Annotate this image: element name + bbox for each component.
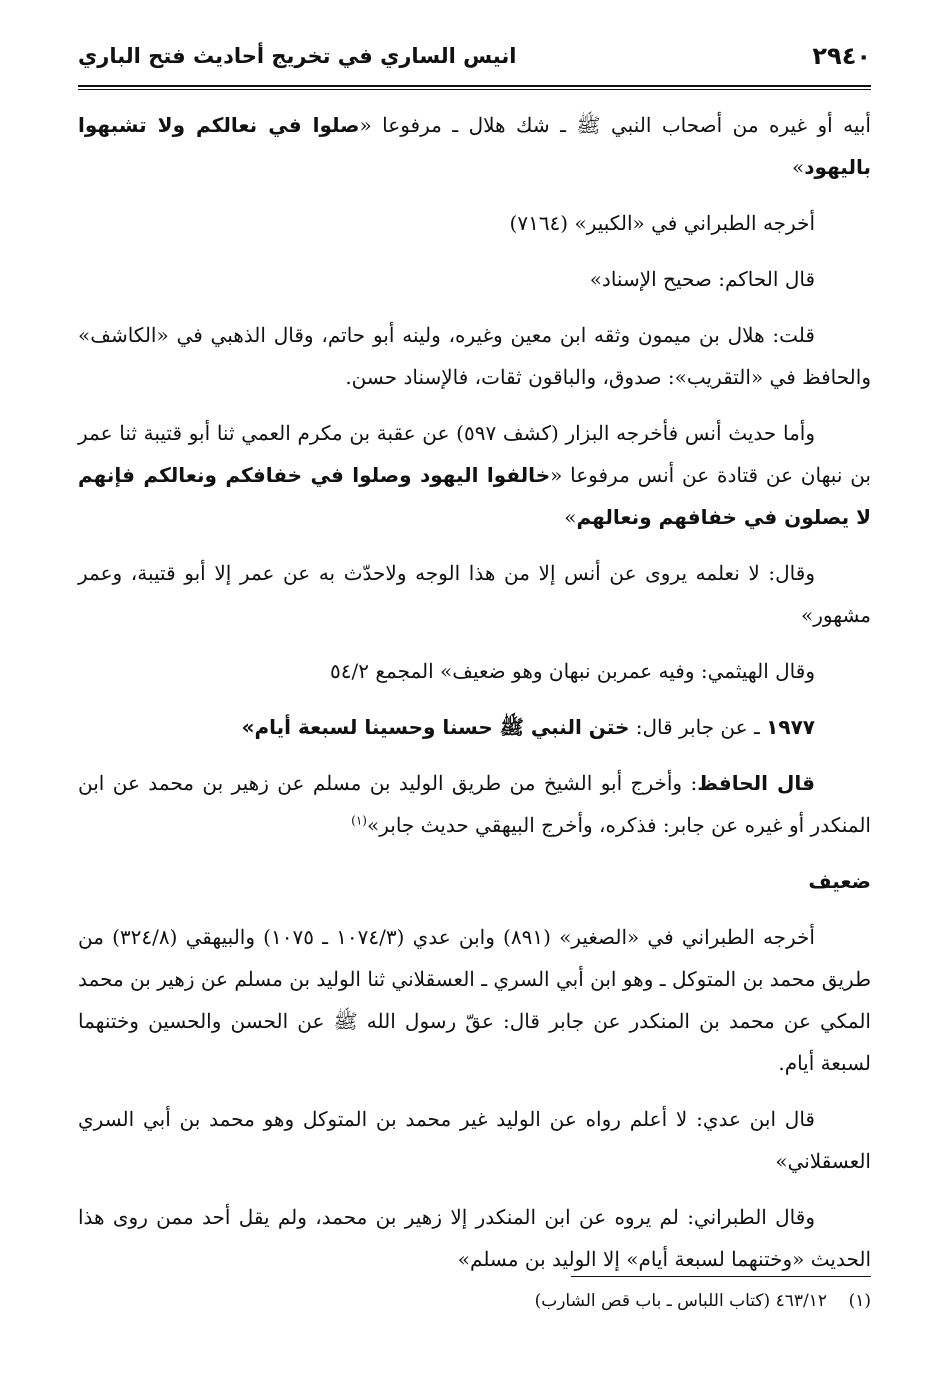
text-segment: وقال: لا نعلمه يروى عن أنس إلا من هذا الوجه ولاحدّث به عن عمر إلا أبو قتيبة، وعمر مشهور» — [78, 561, 871, 627]
bold-text: قال الحافظ — [697, 771, 815, 795]
bold-text: ختن النبي ﷺ حسنا وحسينا لسبعة أيام» — [241, 715, 630, 739]
text-segment: وقال الهيثمي: وفيه عمربن نبهان وهو ضعيف» المجمع ٥٤/٢ — [330, 659, 815, 683]
text-segment: » — [564, 505, 577, 529]
paragraph — [78, 916, 871, 1084]
main-text — [78, 104, 871, 1294]
text-segment: أخرجه الطبراني في «الصغير» (٨٩١) وابن عدي (١٠٧٤/٣ ـ ١٠٧٥) والبيهقي (٣٢٤/٨) من طريق محمد بن المتوكل ـ وهو ابن أبي السري ـ العسقلاني ثنا الوليد بن مسلم عن زهير بن محمد المكي عن محمد بن المنكدر عن جابر قال: عقّ رسول الله ﷺ عن الحسن والحسين وختنهما لسبعة أيام. — [78, 925, 871, 1075]
text-segment: قلت: هلال بن ميمون وثقه ابن معين وغيره، ولينه أبو حاتم، وقال الذهبي في «الكاشف» والحافظ في «التقريب»: صدوق، والباقون ثقات، فالإسناد حسن. — [78, 323, 871, 389]
paragraph — [78, 650, 871, 692]
paragraph — [78, 104, 871, 188]
text-segment: أخرجه الطبراني في «الكبير» (٧١٦٤) — [509, 211, 815, 235]
text-segment: وقال الطبراني: لم يروه عن ابن المنكدر إلا زهير بن محمد، ولم يقل أحد ممن روى هذا الحديث «وختنهما لسبعة أيام» إلا الوليد بن مسلم» — [78, 1205, 871, 1271]
footnote-marker: (١) — [848, 1291, 871, 1311]
text-segment: وأما حديث أنس فأخرجه البزار (كشف ٥٩٧) عن عقبة بن مكرم العمي ثنا أبو قتيبة ثنا عمر بن نبهان عن قتادة عن أنس مرفوعا « — [78, 421, 871, 487]
paragraph — [78, 258, 871, 300]
paragraph — [78, 762, 871, 846]
paragraph — [78, 202, 871, 244]
paragraph — [78, 412, 871, 538]
text-segment: ـ عن جابر قال: — [629, 715, 767, 739]
text-segment: أبيه أو غيره من أصحاب النبي ﷺ ـ شك هلال ـ مرفوعا « — [359, 113, 871, 137]
bold-text: خالفوا اليهود وصلوا في خفافكم ونعالكم فإنهم لا يصلون في خفافهم ونعالهم — [78, 463, 871, 529]
footnote — [78, 1286, 871, 1316]
page-number: ٢٩٤٠ — [812, 42, 871, 70]
footnote-separator — [571, 1276, 871, 1277]
running-title: انيس الساري في تخريج أحاديث فتح الباري — [78, 44, 517, 68]
text-segment: قال الحاكم: صحيح الإسناد» — [589, 267, 815, 291]
bold-text: ١٩٧٧ — [766, 715, 815, 739]
section-heading — [78, 860, 871, 902]
paragraph — [78, 552, 871, 636]
paragraph — [78, 706, 871, 748]
paragraph — [78, 314, 871, 398]
bold-text: ضعيف — [808, 869, 871, 893]
text-segment: قال ابن عدي: لا أعلم رواه عن الوليد غير محمد بن المتوكل وهو محمد بن أبي السري العسقلاني» — [78, 1107, 871, 1173]
text-segment: : وأخرج أبو الشيخ من طريق الوليد بن مسلم عن زهير بن محمد عن ابن المنكدر أو غيره عن جابر: فذكره، وأخرج البيهقي حديث جابر» — [78, 771, 871, 837]
text-segment: » — [792, 155, 805, 179]
page-header — [78, 38, 871, 82]
paragraph — [78, 1196, 871, 1280]
footnote-text: ٤٦٣/١٢ (كتاب اللباس ـ باب قص الشارب) — [534, 1291, 827, 1311]
header-rule — [78, 85, 871, 90]
footnote-reference: (١) — [351, 813, 367, 828]
paragraph — [78, 1098, 871, 1182]
bold-text: صلوا في نعالكم ولا تشبهوا باليهود — [78, 113, 871, 179]
